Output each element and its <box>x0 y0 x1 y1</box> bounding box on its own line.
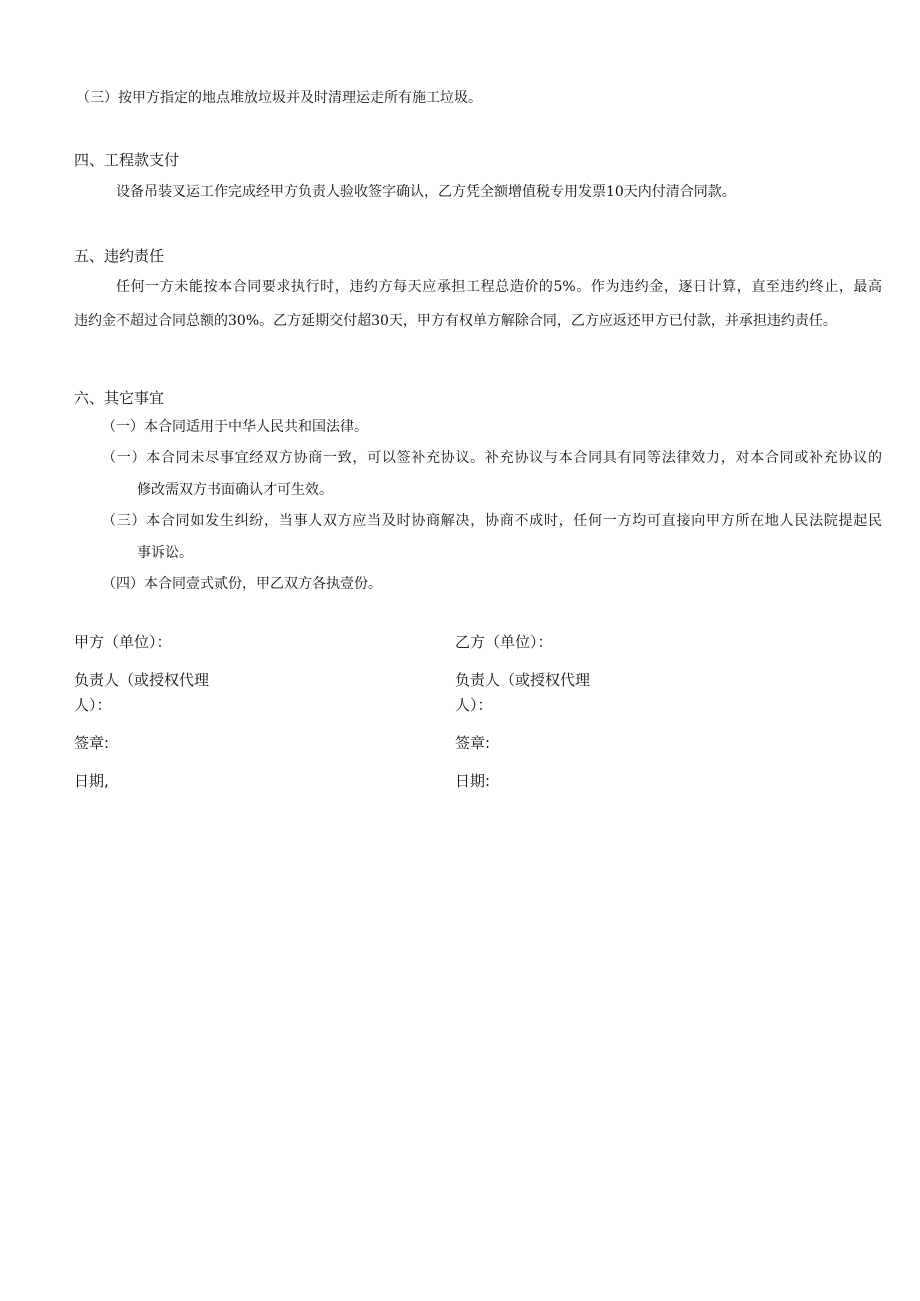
section-4-body: 设备吊装叉运工作完成经甲方负责人验收签字确认，乙方凭全额增值税专用发票10天内付清合同款。 <box>116 184 736 200</box>
section-4-title: 四、工程款支付 <box>74 151 180 169</box>
party-b-unit-label: 乙方（单位）： <box>455 633 553 651</box>
party-b-seal-label: 签章: <box>455 734 491 752</box>
section-6-item-2-line-1: （一）本合同未尽事宜经双方协商一致，可以签补充协议。补充协议与本合同具有同等法律效力，对本合同或补充协议的 <box>102 450 882 466</box>
section-5-title: 五、违约责任 <box>74 247 165 265</box>
party-a-rep-label-line-2: 人）： <box>74 696 112 714</box>
party-a-date-label: 日期, <box>74 772 109 790</box>
section-6-title: 六、其它事宜 <box>74 389 165 407</box>
party-a-unit-label: 甲方（单位）： <box>74 633 172 651</box>
item-waste-cleanup: （三）按甲方指定的地点堆放垃圾并及时清理运走所有施工垃圾。 <box>76 90 482 106</box>
section-6-item-1: （一）本合同适用于中华人民共和国法律。 <box>102 419 368 435</box>
party-b-rep-label-line-1: 负责人（或授权代理 <box>455 671 591 689</box>
party-b-date-label: 日期: <box>455 772 491 790</box>
party-b-rep-label-line-2: 人）： <box>455 696 493 714</box>
section-5-line-1: 任何一方未能按本合同要求执行时，违约方每天应承担工程总造价的5%。作为违约金，逐日计算，直至违约终止，最高 <box>116 279 882 295</box>
section-6-item-3-line-1: （三）本合同如发生纠纷，当事人双方应当及时协商解决，协商不成时，任何一方均可直接向甲方所在地人民法院提起民 <box>102 513 882 529</box>
section-6-item-3-line-2: 事诉讼。 <box>137 545 193 561</box>
party-a-rep-label-line-1: 负责人（或授权代理 <box>74 671 210 689</box>
section-6-item-2-line-2: 修改需双方书面确认才可生效。 <box>137 482 333 498</box>
section-5-line-2: 违约金不超过合同总额的30%。乙方延期交付超30天，甲方有权单方解除合同，乙方应返还甲方已付款，并承担违约责任。 <box>74 313 837 329</box>
section-6-item-4: （四）本合同壹式贰份，甲乙双方各执壹份。 <box>102 576 382 592</box>
party-a-seal-label: 签章: <box>74 734 110 752</box>
